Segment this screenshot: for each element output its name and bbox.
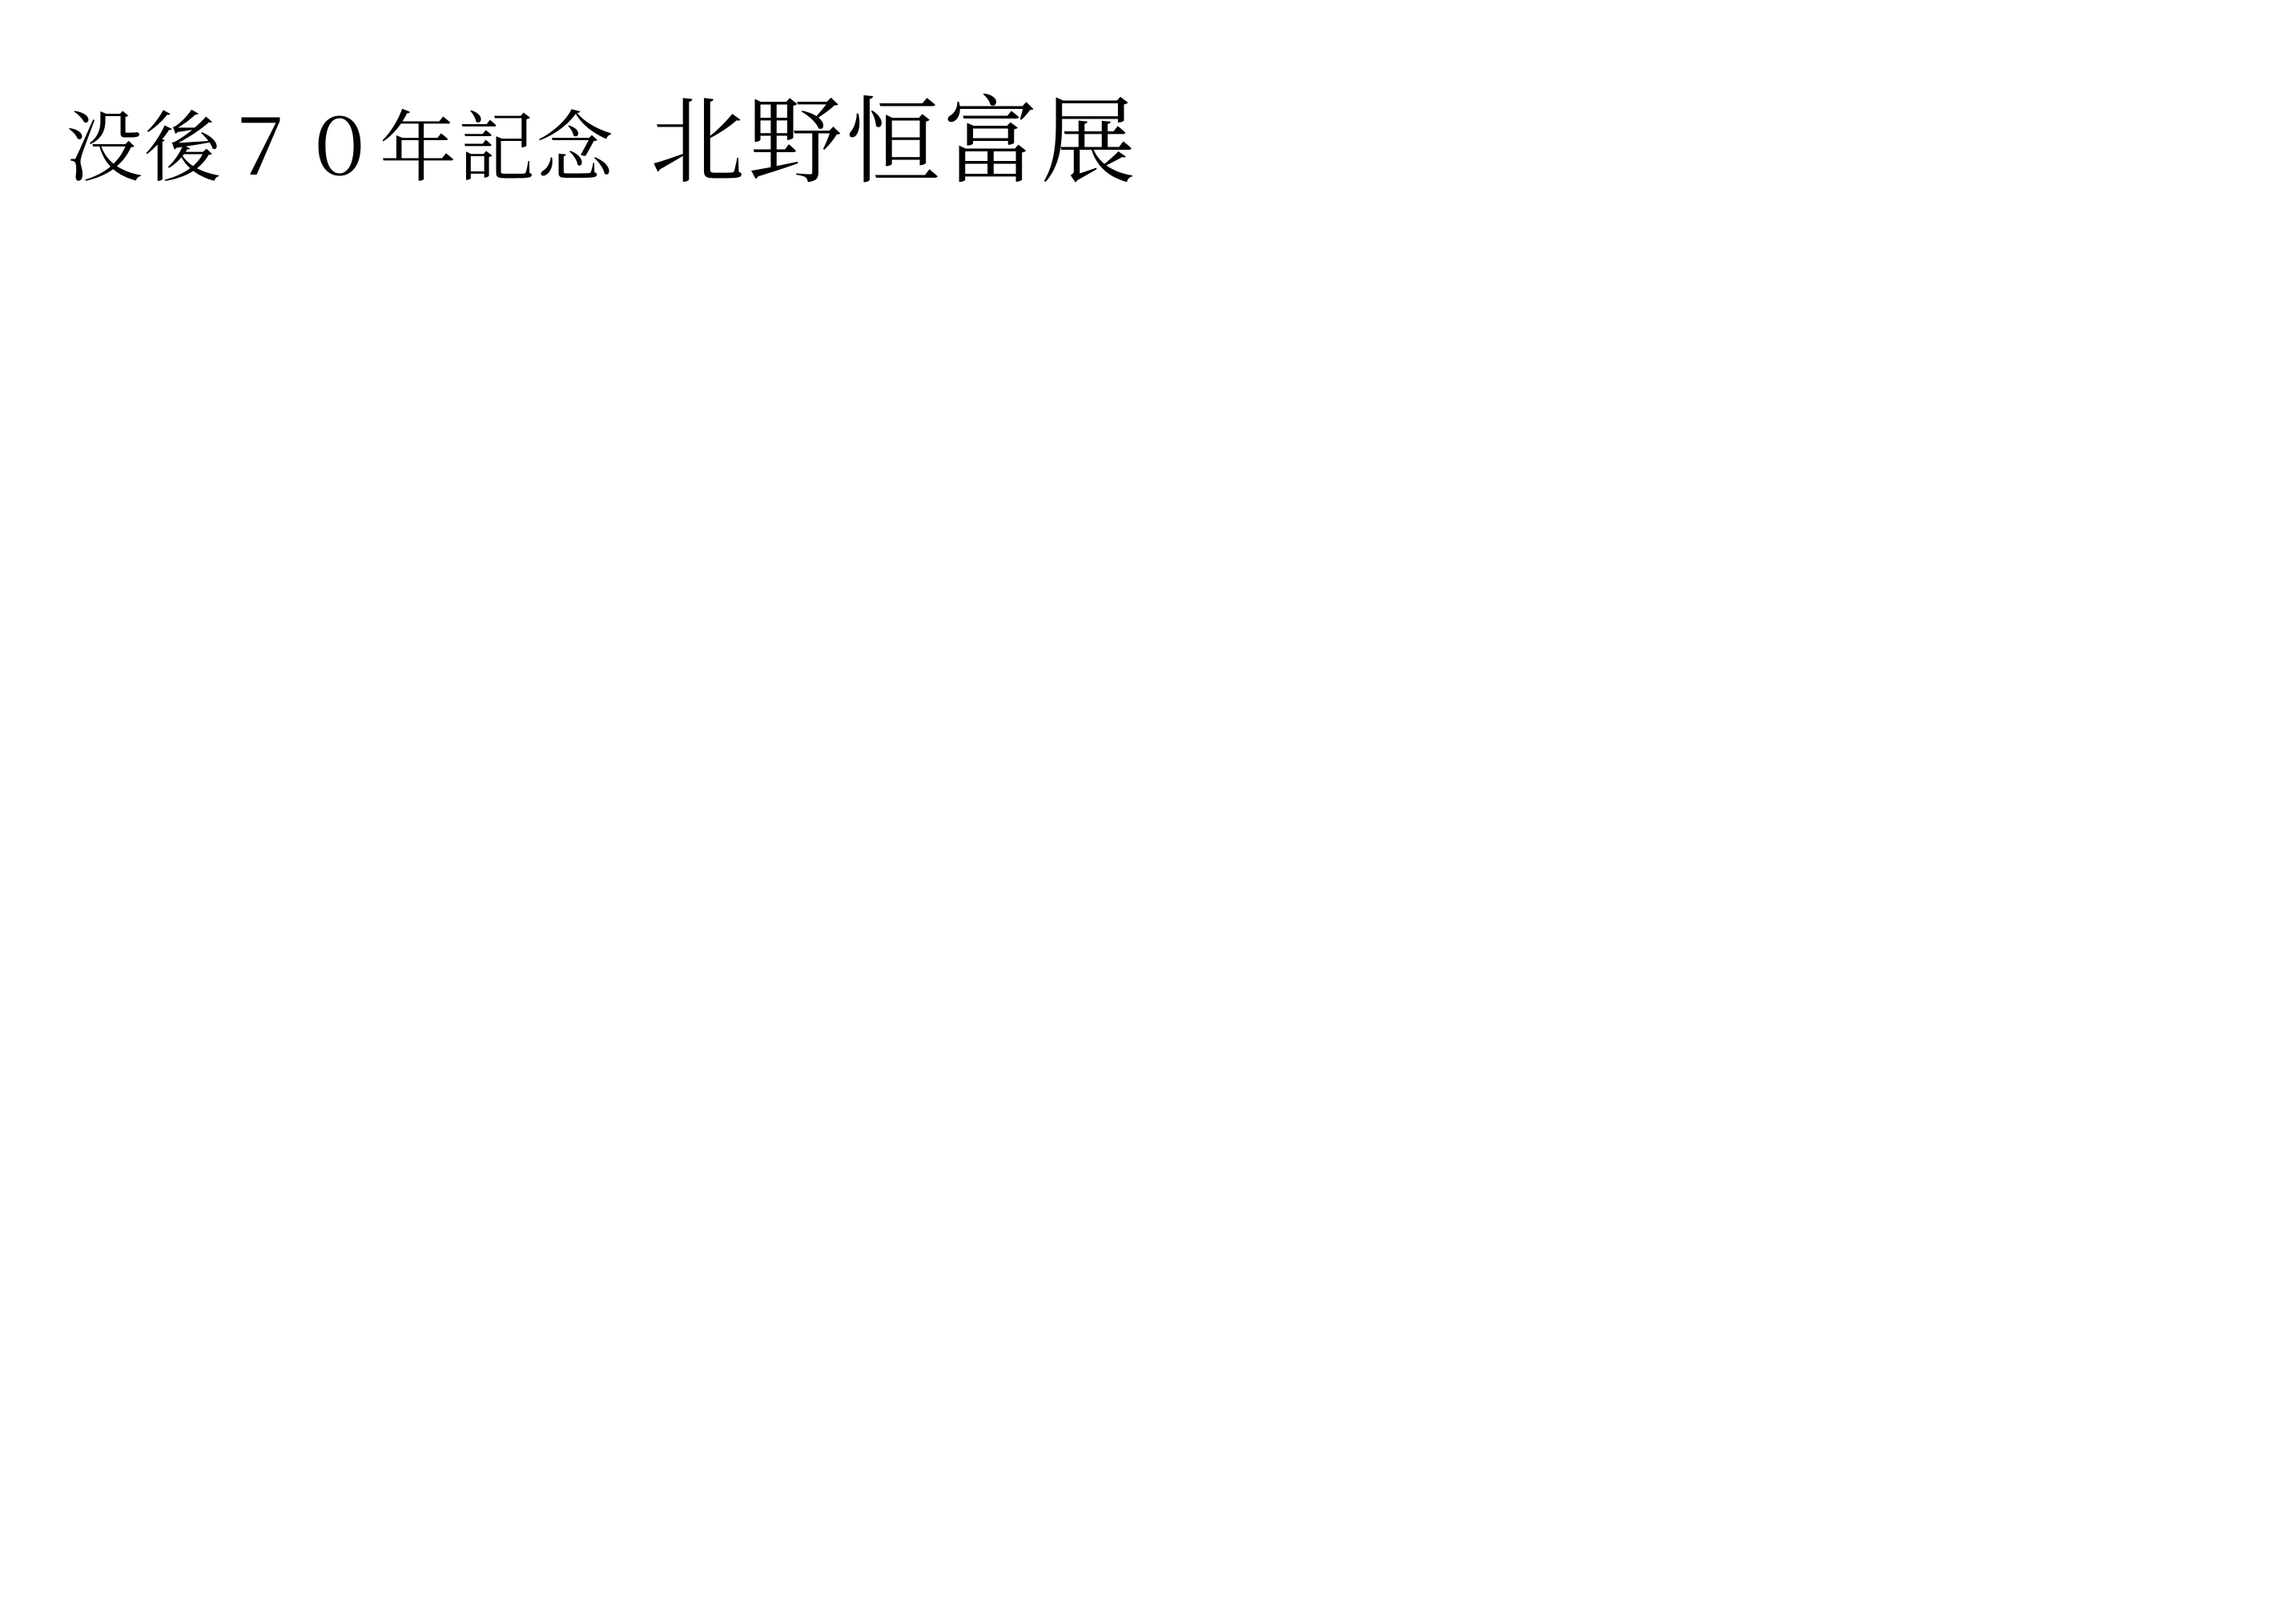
body-line — [66, 585, 2292, 663]
page-title — [66, 86, 1140, 197]
body-line — [66, 663, 2292, 741]
body-line — [66, 818, 2292, 895]
body-line — [66, 431, 2292, 509]
title-anniversary: 没後７０年記念 — [66, 103, 615, 193]
body-line — [66, 1358, 2292, 1436]
body-line — [66, 1436, 2292, 1514]
title-exhibition-name: 北野恒富展 — [650, 86, 1140, 197]
body-line — [66, 895, 2292, 972]
body-line — [66, 509, 2292, 586]
body-line — [66, 740, 2292, 818]
body-text — [66, 276, 2292, 1513]
body-line — [66, 1281, 2292, 1359]
body-line — [66, 354, 2292, 432]
body-line — [66, 1204, 2292, 1281]
body-line — [66, 1049, 2292, 1127]
body-line — [66, 1127, 2292, 1205]
body-line — [66, 276, 2292, 354]
body-line — [66, 972, 2292, 1050]
